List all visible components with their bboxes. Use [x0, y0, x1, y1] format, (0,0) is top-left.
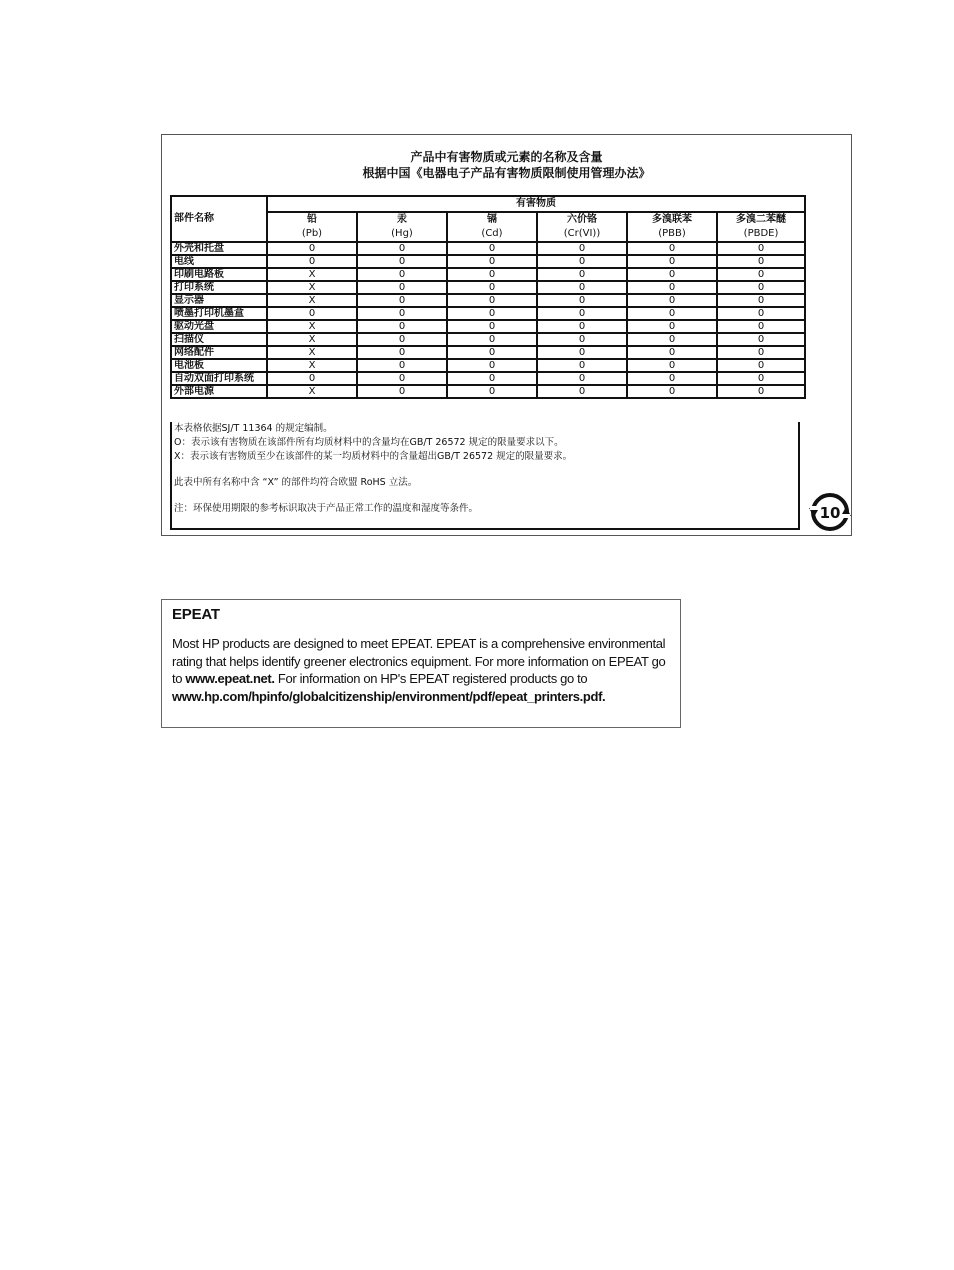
epeat-text-2: For information on HP's EPEAT registered products go to [274, 671, 588, 686]
substance-value: 0 [537, 307, 627, 320]
table-row [171, 255, 805, 268]
note-o-legend: O：表示该有害物质在该部件所有均质材料中的含量均在GB/T 26572 规定的限量要求以下。 [174, 437, 564, 448]
substance-value: 0 [717, 333, 805, 346]
part-name: 外壳和托盘 [171, 242, 267, 255]
substance-value: 0 [447, 320, 537, 333]
table-row [171, 294, 805, 307]
substance-value: 0 [627, 268, 717, 281]
hazardous-substances-table [170, 195, 806, 399]
substance-value: 0 [357, 372, 447, 385]
substance-value: 0 [537, 359, 627, 372]
substance-value: X [267, 294, 357, 307]
substance-value: 0 [717, 294, 805, 307]
substance-value: 0 [357, 268, 447, 281]
substance-value: 0 [627, 372, 717, 385]
substance-value: 0 [357, 255, 447, 268]
substance-value: 0 [627, 320, 717, 333]
substance-value: X [267, 359, 357, 372]
substance-value: 0 [627, 333, 717, 346]
epeat-title: EPEAT [172, 606, 220, 623]
substance-value: 0 [717, 385, 805, 398]
substance-value: 0 [717, 255, 805, 268]
substance-value: 0 [717, 346, 805, 359]
substance-value: 0 [357, 294, 447, 307]
column-group-hazardous-substances: 有害物质 [267, 196, 805, 212]
substance-value: 0 [537, 255, 627, 268]
part-name: 外部电源 [171, 385, 267, 398]
epup-years: 10 [819, 504, 841, 522]
substance-symbol: (Pb) [267, 227, 357, 242]
substance-value: 0 [537, 268, 627, 281]
note-efup: 注：环保使用期限的参考标识取决于产品正常工作的温度和湿度等条件。 [174, 503, 479, 514]
substance-name: 铅 [267, 212, 357, 227]
substance-value: 0 [447, 242, 537, 255]
substance-value: 0 [717, 281, 805, 294]
substance-value: 0 [537, 294, 627, 307]
substance-value: 0 [537, 281, 627, 294]
table-row [171, 320, 805, 333]
substance-value: 0 [717, 307, 805, 320]
substance-value: 0 [267, 255, 357, 268]
table-row [171, 242, 805, 255]
substance-value: 0 [357, 385, 447, 398]
substance-value: 0 [447, 294, 537, 307]
substance-value: 0 [627, 255, 717, 268]
substance-value: 0 [717, 359, 805, 372]
note-standard: 本表格依据SJ/T 11364 的规定编制。 [174, 423, 333, 434]
epeat-panel [161, 599, 681, 728]
substance-name: 六价铬 [537, 212, 627, 227]
substance-value: X [267, 268, 357, 281]
substance-value: 0 [627, 294, 717, 307]
substance-value: 0 [717, 320, 805, 333]
substance-value: 0 [447, 307, 537, 320]
table-row [171, 359, 805, 372]
part-name: 扫描仪 [171, 333, 267, 346]
substance-value: X [267, 320, 357, 333]
substance-value: 0 [537, 242, 627, 255]
epeat-body [172, 635, 670, 705]
epeat-link[interactable]: www.epeat.net. [185, 671, 275, 686]
substance-value: 0 [627, 346, 717, 359]
substance-value: 0 [267, 242, 357, 255]
hp-epeat-link[interactable]: www.hp.com/hpinfo/globalcitizenship/environment/pdf/epeat_printers.pdf. [172, 688, 606, 704]
table-row [171, 385, 805, 398]
part-name: 自动双面打印系统 [171, 372, 267, 385]
table-row [171, 307, 805, 320]
rohs-subtitle: 根据中国《电器电子产品有害物质限制使用管理办法》 [362, 166, 651, 180]
substance-value: X [267, 346, 357, 359]
substance-value: 0 [537, 385, 627, 398]
substance-value: 0 [447, 255, 537, 268]
substance-value: 0 [717, 242, 805, 255]
part-name: 驱动光盘 [171, 320, 267, 333]
table-row [171, 333, 805, 346]
environment-friendly-use-period-icon [807, 489, 853, 535]
table-row [171, 372, 805, 385]
substance-symbol: (Cd) [447, 227, 537, 242]
substance-value: 0 [357, 346, 447, 359]
substance-value: 0 [627, 359, 717, 372]
substance-value: 0 [267, 307, 357, 320]
substance-symbol: (Hg) [357, 227, 447, 242]
substance-value: 0 [447, 268, 537, 281]
part-name: 打印系统 [171, 281, 267, 294]
substance-value: 0 [357, 242, 447, 255]
note-x-legend: X：表示该有害物质至少在该部件的某一均质材料中的含量超出GB/T 26572 规定的限量要求。 [174, 451, 573, 462]
substance-value: 0 [537, 346, 627, 359]
rohs-title: 产品中有害物质或元素的名称及含量 [410, 150, 603, 164]
substance-value: 0 [357, 359, 447, 372]
substance-value: 0 [537, 320, 627, 333]
substance-value: X [267, 333, 357, 346]
table-row [171, 346, 805, 359]
substance-value: 0 [447, 385, 537, 398]
substance-name: 镉 [447, 212, 537, 227]
substance-value: 0 [357, 320, 447, 333]
substance-value: 0 [357, 307, 447, 320]
substance-value: X [267, 385, 357, 398]
note-eu-rohs: 此表中所有名称中含 “X” 的部件均符合欧盟 RoHS 立法。 [174, 477, 418, 488]
substance-symbol: (Cr(VI)) [537, 227, 627, 242]
substance-value: 0 [357, 333, 447, 346]
part-name: 电池板 [171, 359, 267, 372]
part-name: 电线 [171, 255, 267, 268]
substance-value: 0 [537, 333, 627, 346]
column-header-part-name: 部件名称 [171, 196, 267, 242]
substance-value: 0 [717, 268, 805, 281]
epeat-text-1: Most HP products are designed to meet EPEAT. EPEAT is a comprehensive environmental rating that helps identify greener electronics equipment. For more information on EPEAT go to [172, 636, 666, 686]
substance-value: 0 [267, 372, 357, 385]
substance-symbol: (PBDE) [717, 227, 805, 242]
table-row [171, 268, 805, 281]
substance-value: 0 [447, 372, 537, 385]
rohs-disclosure-panel [161, 134, 852, 536]
substance-value: 0 [447, 346, 537, 359]
substance-name: 汞 [357, 212, 447, 227]
substance-value: 0 [537, 372, 627, 385]
part-name: 显示器 [171, 294, 267, 307]
substance-name: 多溴二苯醚 [717, 212, 805, 227]
substance-value: 0 [627, 385, 717, 398]
part-name: 喷墨打印机墨盒 [171, 307, 267, 320]
part-name: 印刷电路板 [171, 268, 267, 281]
substance-value: 0 [717, 372, 805, 385]
substance-symbol: (PBB) [627, 227, 717, 242]
rohs-notes [170, 422, 800, 530]
substance-value: 0 [627, 281, 717, 294]
substance-value: 0 [447, 359, 537, 372]
substance-value: 0 [357, 281, 447, 294]
table-row [171, 281, 805, 294]
substance-name: 多溴联苯 [627, 212, 717, 227]
part-name: 网络配件 [171, 346, 267, 359]
substance-value: 0 [627, 307, 717, 320]
substance-value: 0 [447, 333, 537, 346]
substance-value: 0 [447, 281, 537, 294]
substance-value: 0 [627, 242, 717, 255]
substance-value: X [267, 281, 357, 294]
